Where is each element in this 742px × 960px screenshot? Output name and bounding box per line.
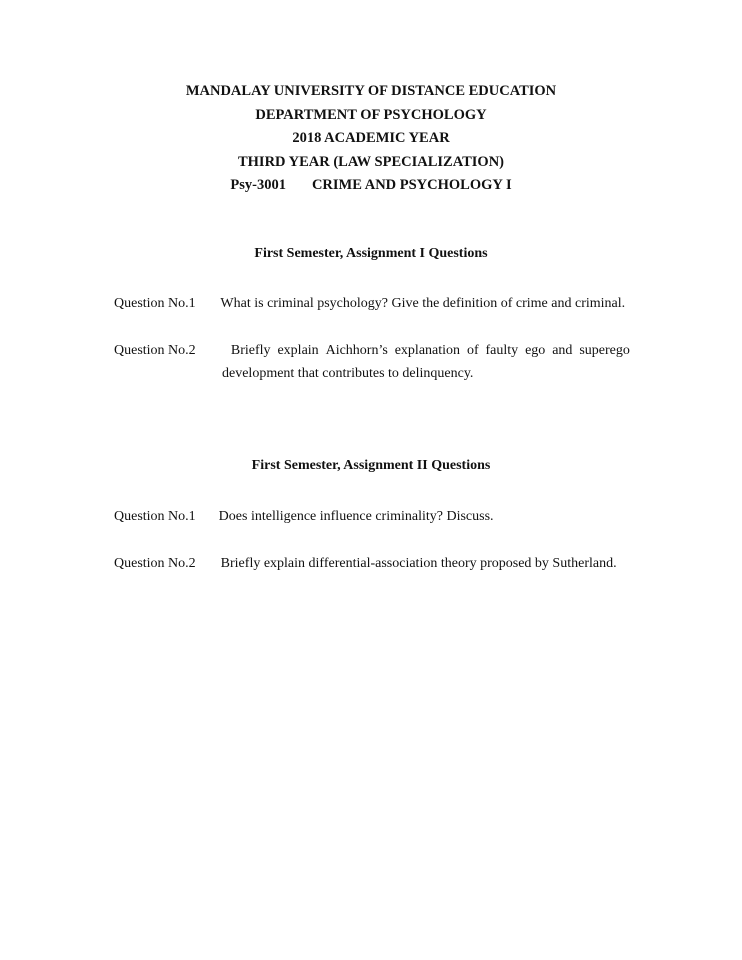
question-label: Question No.1 — [114, 296, 196, 311]
question-word: and — [552, 343, 573, 358]
question-first-line — [114, 339, 630, 362]
question-text: Does intelligence influence criminality? Discuss. — [218, 509, 494, 524]
question-word: ego — [525, 343, 546, 358]
question-word: of — [466, 343, 479, 358]
course-code: Psy-3001 — [230, 177, 286, 193]
academic-year: 2018 ACADEMIC YEAR — [292, 130, 450, 146]
question-word: explanation — [394, 343, 461, 358]
university-name: MANDALAY UNIVERSITY OF DISTANCE EDUCATION — [185, 83, 557, 99]
question-word: superego — [579, 343, 630, 358]
assignment-1-question-1 — [114, 292, 630, 315]
assignment-2-title: First Semester, Assignment II Questions — [251, 458, 491, 473]
course-title: CRIME AND PSYCHOLOGY I — [311, 177, 512, 193]
question-word: Briefly — [230, 343, 271, 358]
question-label: Question No.2 — [114, 343, 196, 358]
question-word: faulty — [485, 343, 519, 358]
assignment-2-question-1 — [114, 505, 630, 528]
question-label: Question No.2 — [114, 556, 196, 571]
department-name: DEPARTMENT OF PSYCHOLOGY — [255, 106, 487, 123]
assignment-1-question-2 — [114, 339, 630, 385]
question-word: Aichhorn’s — [325, 343, 388, 358]
document-header — [0, 80, 742, 198]
question-word: explain — [277, 343, 319, 358]
question-text: What is criminal psychology? Give the definition of crime and criminal. — [220, 296, 626, 311]
question-text: Briefly explain differential-association theory proposed by Sutherland. — [220, 556, 617, 571]
assignment-2-question-2 — [114, 552, 630, 575]
assignment-1-title: First Semester, Assignment I Questions — [254, 246, 488, 261]
question-label: Question No.1 — [114, 509, 196, 524]
course-line — [0, 174, 742, 198]
year-specialization: THIRD YEAR (LAW SPECIALIZATION) — [237, 153, 504, 170]
question-continuation: development that contributes to delinquency. — [222, 366, 474, 381]
